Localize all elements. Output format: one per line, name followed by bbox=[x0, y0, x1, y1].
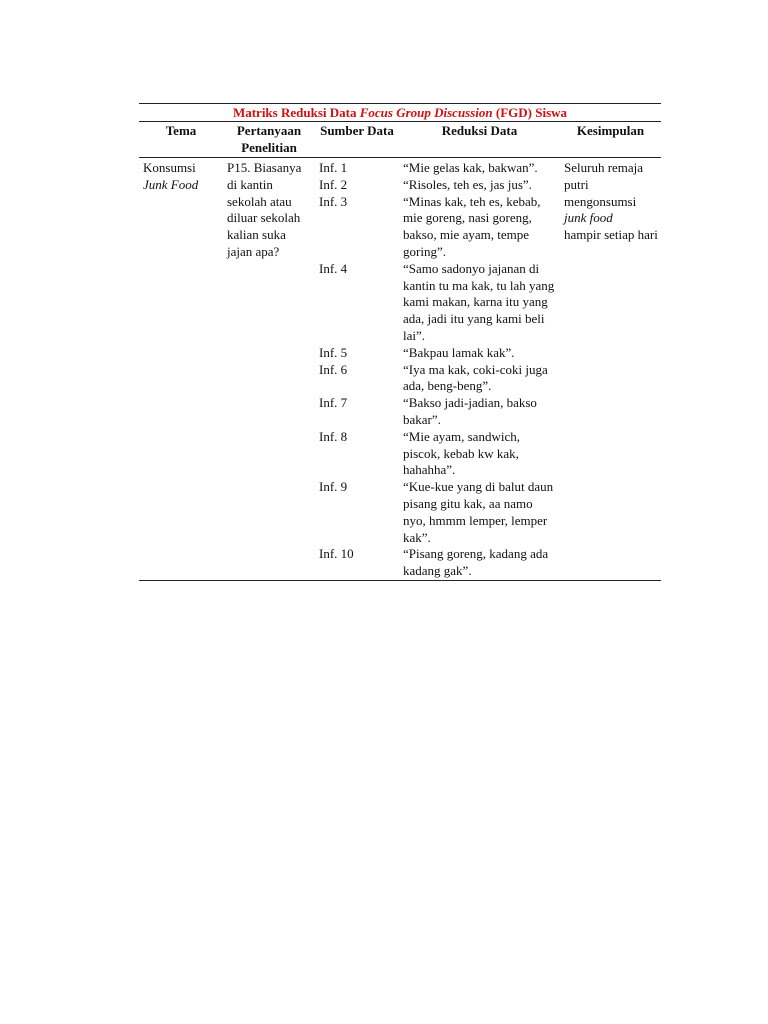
data-cell: “Mie ayam, sandwich, piscok, kebab kw kak, hahahha”. bbox=[403, 428, 520, 478]
title-part1: Matriks Reduksi Data bbox=[232, 105, 360, 120]
data-cell: “Bakso jadi-jadian, bakso bakar”. bbox=[403, 395, 537, 427]
bottom-rule bbox=[139, 580, 661, 581]
source-cell: Inf. 5 bbox=[319, 344, 348, 360]
kesimpulan-line2: hampir setiap hari bbox=[564, 227, 658, 243]
data-cell: “Samo sadonyo jajanan di kantin tu ma kak, tu lah yang kami makan, karna itu yang ada, jadi itu yang kami beli lai”. bbox=[403, 260, 555, 343]
kesimpulan-line1: Seluruh remaja putri mengonsumsi bbox=[564, 160, 644, 209]
table-row bbox=[139, 158, 661, 177]
table-body bbox=[139, 158, 661, 580]
data-cell: “Mie gelas kak, bakwan”. bbox=[403, 160, 538, 175]
header-reduksi: Reduksi Data bbox=[441, 123, 518, 138]
header-pertanyaan: Pertanyaan Penelitian bbox=[236, 123, 302, 155]
header-tema: Tema bbox=[165, 123, 197, 138]
source-cell: Inf. 9 bbox=[319, 479, 348, 495]
matrix-grid bbox=[139, 122, 661, 580]
kesimpulan-cell bbox=[560, 158, 661, 580]
data-cell: “Minas kak, teh es, kebab, mie goreng, nasi goreng, bakso, mie ayam, tempe goring”. bbox=[403, 193, 541, 259]
header-sumber: Sumber Data bbox=[320, 123, 394, 138]
tema-cell bbox=[139, 158, 223, 580]
data-cell: “Kue-kue yang di balut daun pisang gitu kak, aa namo nyo, hmmm lemper, lemper kak”. bbox=[403, 479, 554, 545]
pertanyaan-cell: P15. Biasanya di kantin sekolah atau diluar sekolah kalian suka jajan apa? bbox=[227, 160, 302, 259]
data-cell: “Bakpau lamak kak”. bbox=[403, 344, 515, 360]
source-cell: Inf. 10 bbox=[319, 546, 354, 562]
data-cell: “Risoles, teh es, jas jus”. bbox=[403, 176, 532, 192]
source-cell: Inf. 8 bbox=[319, 428, 348, 444]
data-cell: “Iya ma kak, coki-coki juga ada, beng-beng”. bbox=[403, 361, 548, 394]
data-cell: “Pisang goreng, kadang ada kadang gak”. bbox=[403, 546, 549, 579]
source-cell: Inf. 3 bbox=[319, 193, 348, 209]
tema-line2: Junk Food bbox=[143, 176, 199, 192]
header-kesimpulan: Kesimpulan bbox=[576, 123, 645, 138]
tema-line1: Konsumsi bbox=[143, 160, 196, 175]
kesimpulan-italic: junk food bbox=[564, 210, 613, 226]
source-cell: Inf. 7 bbox=[319, 395, 348, 411]
table-title bbox=[139, 104, 661, 121]
title-part3: (FGD) Siswa bbox=[492, 105, 568, 120]
source-cell: Inf. 2 bbox=[319, 176, 348, 192]
source-cell: Inf. 1 bbox=[319, 160, 348, 175]
title-part2: Focus Group Discussion bbox=[359, 105, 493, 120]
source-cell: Inf. 6 bbox=[319, 361, 348, 377]
header-row bbox=[139, 122, 661, 158]
reduction-matrix-table bbox=[139, 103, 661, 581]
source-cell: Inf. 4 bbox=[319, 260, 348, 276]
